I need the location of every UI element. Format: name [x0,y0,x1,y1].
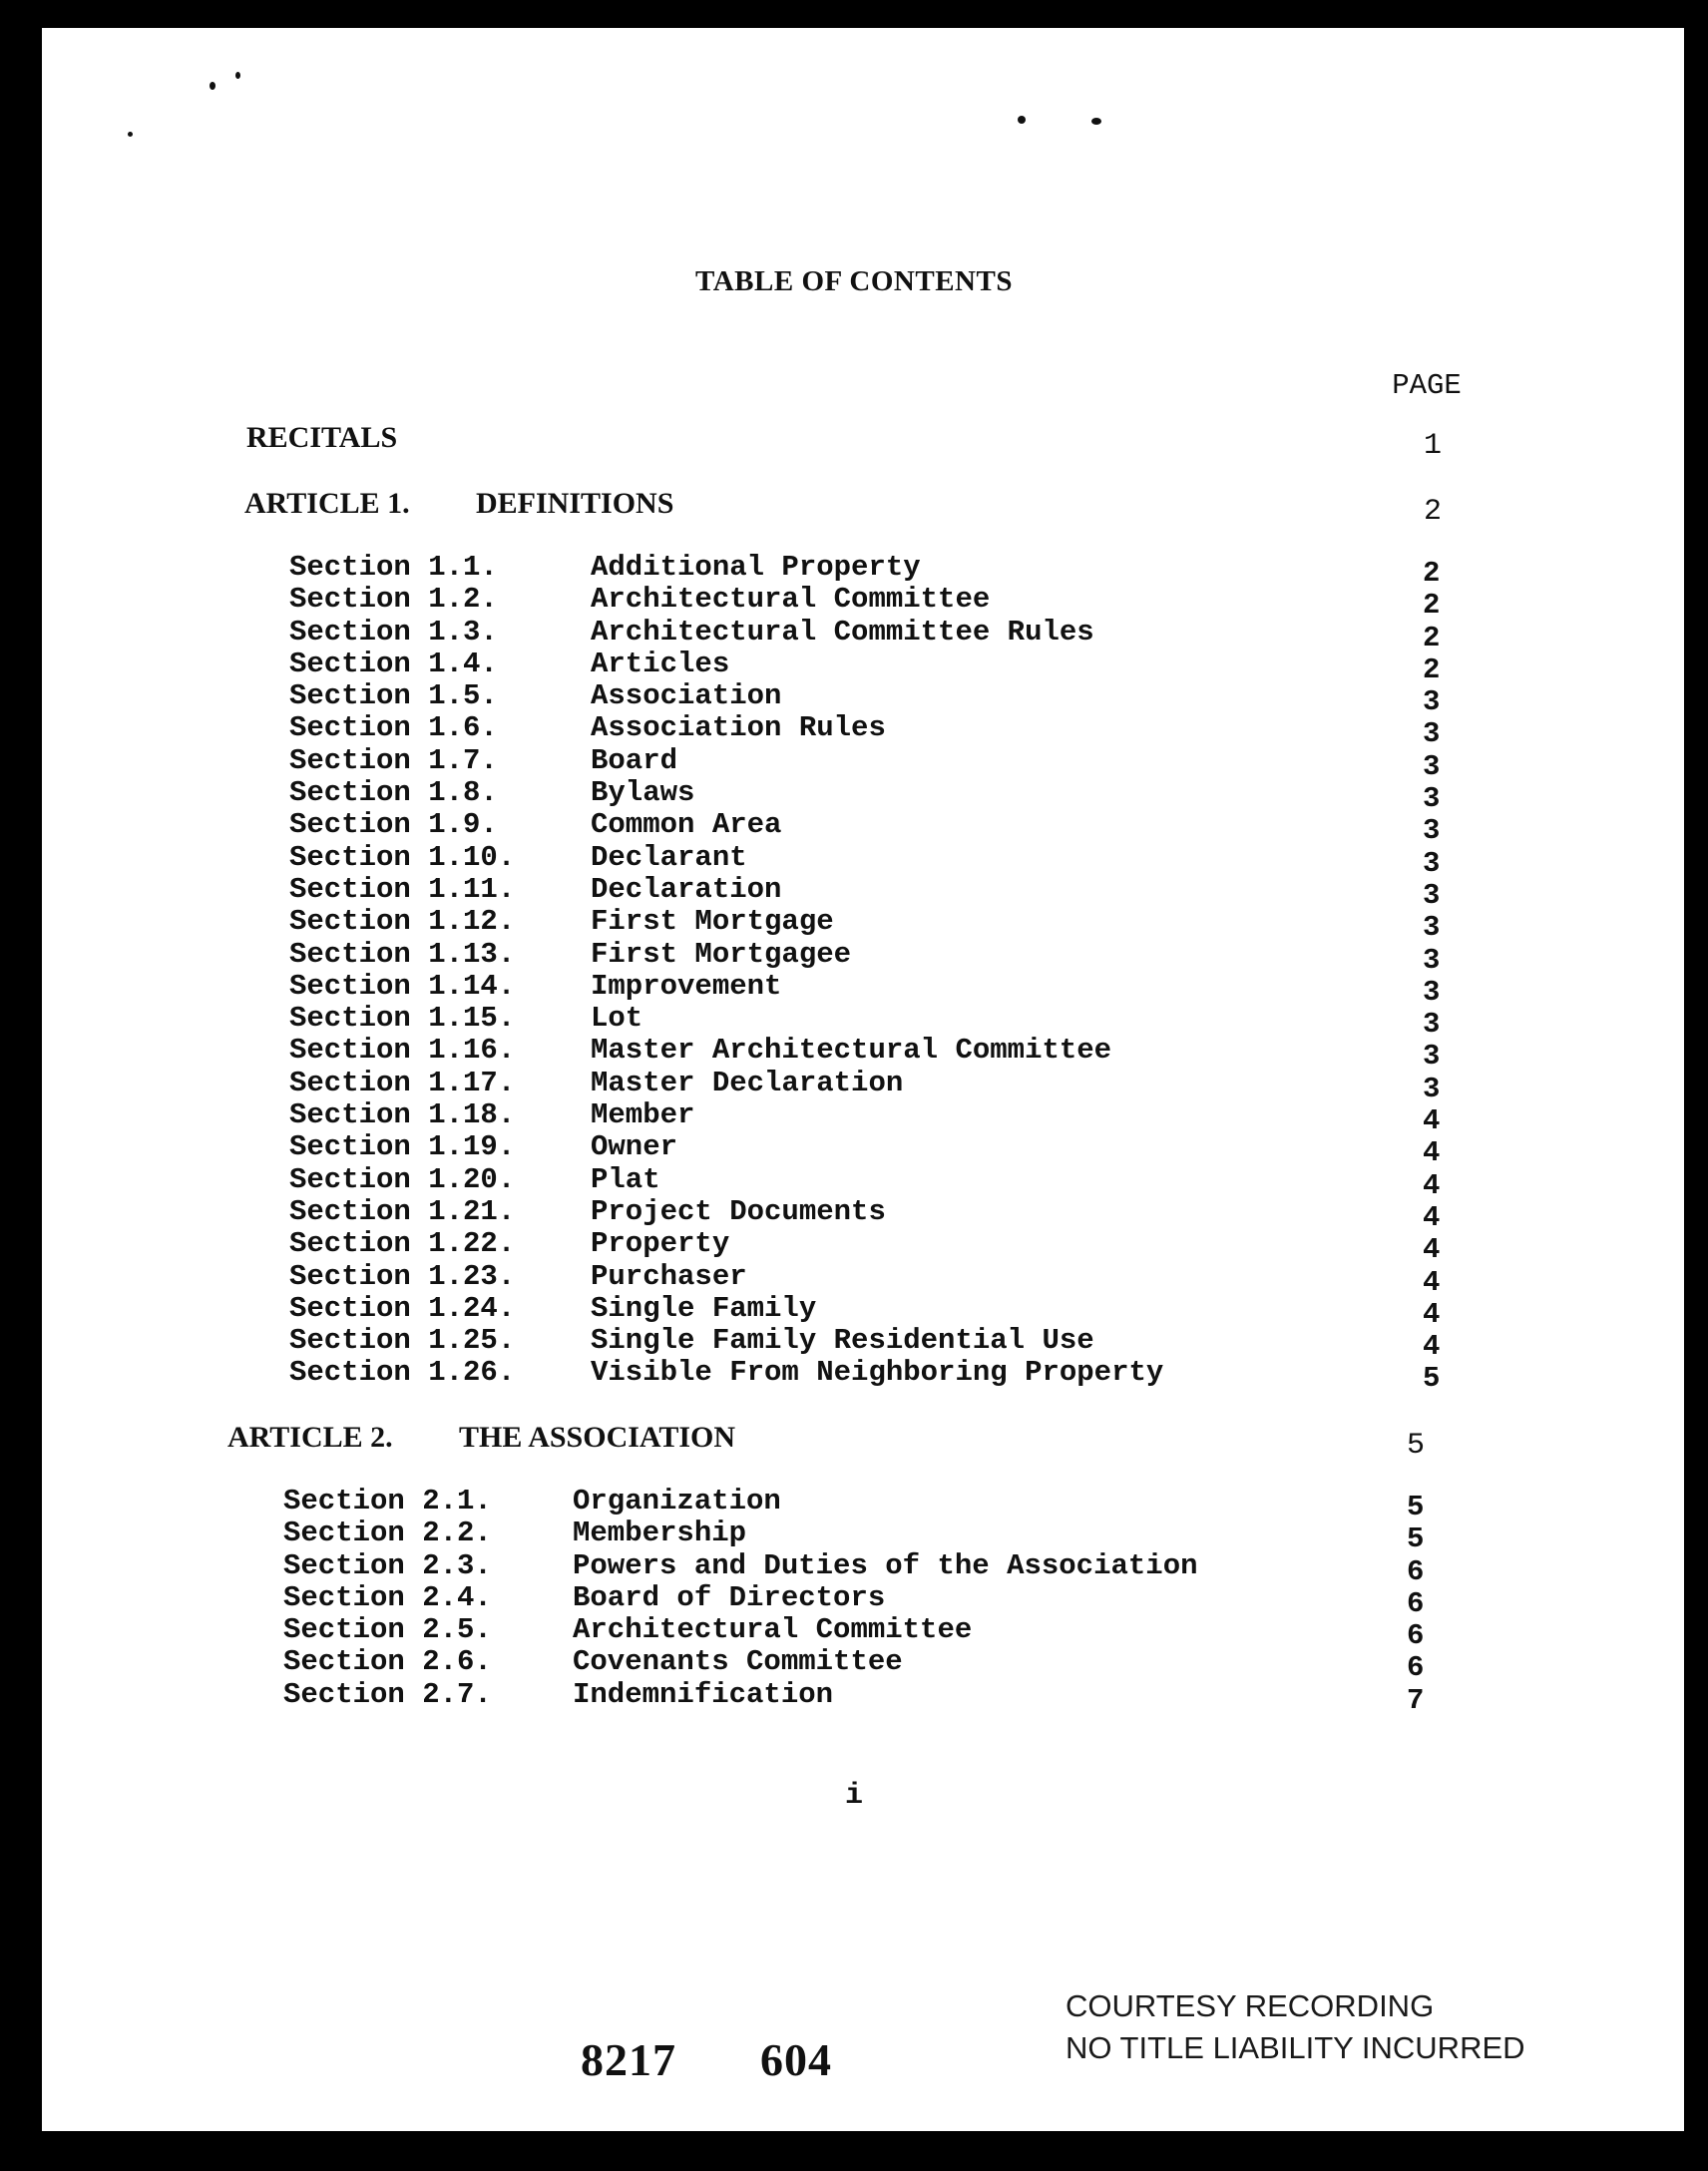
section-number: Section 1.6. [289,711,498,745]
article-label: ARTICLE 1. [244,487,410,520]
section-number: Section 1.23. [289,1259,516,1293]
section-page: 3 [1423,1072,1441,1105]
section-number: Section 1.18. [289,1098,516,1132]
section-page: 2 [1423,557,1441,590]
section-page: 4 [1423,1330,1441,1364]
document-title: TABLE OF CONTENTS [695,265,1013,297]
section-title: Covenants Committee [573,1645,903,1679]
section-page: 3 [1423,911,1441,945]
section-title: Owner [591,1130,678,1164]
section-title: Organization [573,1485,781,1518]
toc-entry [289,1066,1467,1105]
recitals-page: 1 [1424,429,1443,463]
section-number: Section 1.21. [289,1194,516,1228]
section-number: Section 2.3. [283,1548,492,1582]
toc-entry [289,1130,1467,1170]
scan-speck [210,82,215,90]
section-page: 6 [1407,1586,1425,1620]
section-page: 4 [1423,1104,1441,1138]
toc-entry [289,1259,1467,1299]
section-number: Section 2.1. [283,1485,492,1518]
toc-entry [289,583,1467,623]
section-title: Project Documents [591,1194,886,1228]
toc-entry [289,551,1467,590]
section-number: Section 2.4. [283,1580,492,1614]
section-page: 3 [1423,814,1441,848]
toc-entry [289,872,1467,912]
section-number: Section 1.17. [289,1066,516,1099]
section-page: 3 [1423,943,1441,977]
section-number: Section 2.6. [283,1645,492,1679]
scan-speck [1018,116,1026,124]
page-column-header: PAGE [1392,369,1462,402]
toc-entry [289,1002,1467,1042]
toc-entry [289,1194,1467,1234]
section-number: Section 1.2. [289,583,498,617]
section-title: Architectural Committee Rules [591,615,1094,649]
section-title: Lot [591,1002,643,1036]
section-page: 2 [1423,621,1441,654]
section-title: First Mortgagee [591,937,852,971]
toc-entry [283,1645,1471,1685]
section-number: Section 1.10. [289,840,516,874]
toc-entry [289,1162,1467,1202]
article-heading [227,1421,1485,1461]
toc-entry [289,776,1467,816]
stamp-line: COURTESY RECORDING [1066,1988,1435,2023]
toc-entry [283,1677,1471,1717]
section-number: Section 1.19. [289,1130,516,1164]
section-number: Section 1.9. [289,808,498,842]
article-label: ARTICLE 2. [227,1421,393,1454]
section-number: Section 2.7. [283,1677,492,1711]
folio-number: i [844,1779,863,1813]
section-number: Section 1.26. [289,1356,516,1390]
section-number: Section 1.5. [289,679,498,713]
toc-entry [289,1227,1467,1267]
section-number: Section 1.1. [289,551,498,584]
section-page: 3 [1423,975,1441,1009]
article-page: 5 [1407,1429,1426,1463]
article-2-sections [283,1485,1471,1717]
toc-entry [283,1580,1471,1620]
section-title: Improvement [591,969,782,1003]
section-page: 5 [1407,1491,1425,1523]
toc-entry [283,1548,1471,1588]
toc-entry [289,1098,1467,1138]
article-page: 2 [1424,495,1443,529]
section-title: Indemnification [573,1677,834,1711]
section-title: Purchaser [591,1259,747,1293]
section-title: Common Area [591,808,782,842]
section-title: Additional Property [591,551,921,584]
section-title: Master Architectural Committee [591,1034,1112,1068]
section-page: 4 [1423,1136,1441,1170]
scan-speck [128,132,133,137]
section-page: 3 [1423,846,1441,880]
section-title: Architectural Committee [573,1613,973,1647]
section-page: 4 [1423,1265,1441,1299]
section-title: Property [591,1227,730,1261]
section-page: 6 [1407,1554,1425,1588]
section-number: Section 1.22. [289,1227,516,1261]
section-number: Section 2.5. [283,1613,492,1647]
section-page: 3 [1423,1040,1441,1074]
stamp-line: NO TITLE LIABILITY INCURRED [1066,2030,1525,2065]
section-number: Section 1.16. [289,1034,516,1068]
section-title: First Mortgage [591,905,834,939]
section-number: Section 1.20. [289,1162,516,1196]
toc-entry [283,1485,1471,1523]
toc-entry [283,1517,1471,1556]
recording-stamp [1066,1985,1525,2069]
section-title: Member [591,1098,695,1132]
section-page: 4 [1423,1233,1441,1267]
section-number: Section 1.3. [289,615,498,649]
section-number: Section 1.15. [289,1002,516,1036]
section-page: 6 [1407,1651,1425,1685]
section-number: Section 1.14. [289,969,516,1003]
book-number: 8217 [581,2034,676,2085]
section-page: 3 [1423,749,1441,783]
toc-entry [289,711,1467,751]
recitals-label: RECITALS [246,421,398,454]
section-page: 4 [1423,1200,1441,1234]
section-title: Bylaws [591,776,695,810]
section-page: 4 [1423,1168,1441,1202]
recitals-row [246,421,1474,461]
section-title: Declaration [591,872,782,906]
section-title: Single Family [591,1291,817,1325]
toc-entry [289,1034,1467,1074]
toc-entry [289,679,1467,719]
toc-entry [289,743,1467,783]
toc-entry [289,937,1467,977]
section-page: 5 [1407,1522,1425,1556]
section-title: Declarant [591,840,747,874]
toc-entry [289,647,1467,686]
section-number: Section 1.7. [289,743,498,777]
section-title: Association Rules [591,711,886,745]
section-page: 3 [1423,1008,1441,1042]
toc-entry [289,808,1467,848]
toc-entry [289,1291,1467,1331]
section-title: Board [591,743,678,777]
section-page: 7 [1407,1683,1425,1717]
toc-entry [289,969,1467,1009]
scan-speck [1091,118,1101,125]
section-title: Powers and Duties of the Association [573,1548,1198,1582]
section-title: Single Family Residential Use [591,1324,1094,1358]
section-page: 2 [1423,589,1441,623]
section-number: Section 1.25. [289,1324,516,1358]
section-number: Section 1.8. [289,776,498,810]
section-number: Section 1.24. [289,1291,516,1325]
section-title: Master Declaration [591,1066,904,1099]
section-page: 5 [1423,1362,1441,1396]
section-title: Association [591,679,782,713]
section-page: 4 [1423,1297,1441,1331]
toc-entry [289,1356,1467,1396]
section-number: Section 1.4. [289,647,498,680]
section-title: Architectural Committee [591,583,991,617]
book-page-number: 604 [760,2034,832,2085]
section-page: 2 [1423,652,1441,686]
section-page: 3 [1423,782,1441,816]
recording-book-page [581,2033,832,2086]
section-page: 3 [1423,685,1441,719]
section-title: Visible From Neighboring Property [591,1356,1164,1390]
toc-entry [289,615,1467,654]
article-1-sections [289,551,1467,1396]
section-title: Plat [591,1162,660,1196]
toc-entry [289,1324,1467,1364]
section-number: Section 1.12. [289,905,516,939]
section-title: Articles [591,647,730,680]
toc-entry [283,1613,1471,1653]
section-page: 6 [1407,1619,1425,1653]
article-heading [244,487,1482,527]
article-title: DEFINITIONS [476,487,674,520]
section-page: 3 [1423,878,1441,912]
section-number: Section 2.2. [283,1517,492,1550]
section-title: Membership [573,1517,747,1550]
section-page: 3 [1423,717,1441,751]
section-number: Section 1.13. [289,937,516,971]
scan-speck [235,72,240,79]
toc-entry [289,905,1467,945]
section-title: Board of Directors [573,1580,886,1614]
section-number: Section 1.11. [289,872,516,906]
article-title: THE ASSOCIATION [459,1421,736,1454]
toc-entry [289,840,1467,880]
